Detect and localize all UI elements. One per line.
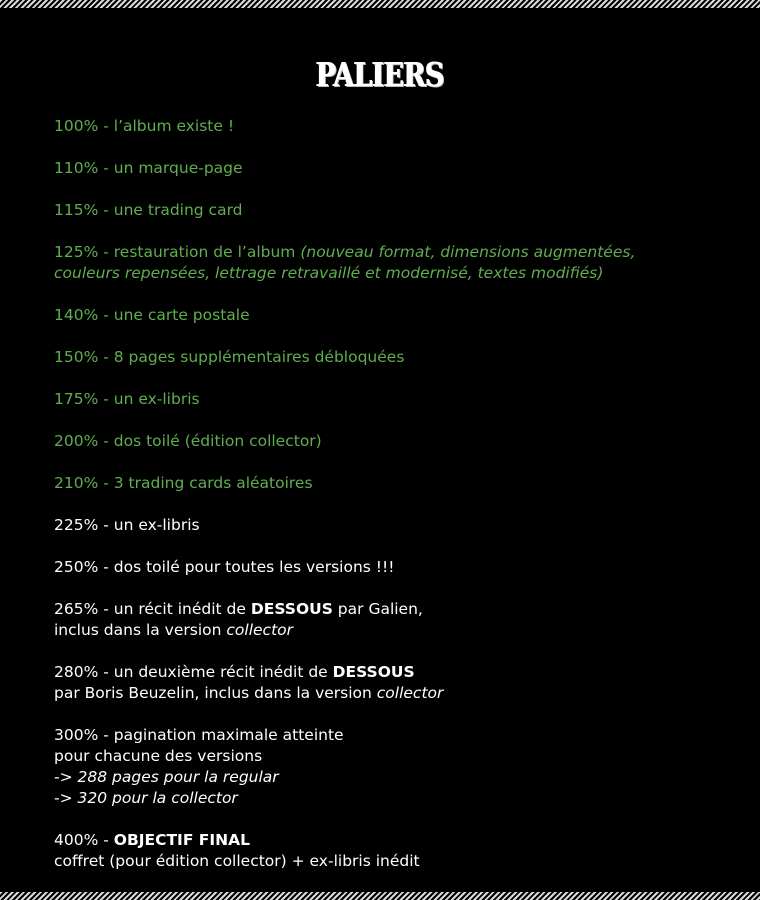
tier-text: 140% - une carte postale	[54, 306, 250, 324]
tier-text: 280% - un deuxième récit inédit de	[54, 663, 333, 681]
tier-line	[54, 851, 754, 872]
tier-item	[54, 158, 754, 179]
tier-text: collector	[226, 621, 293, 639]
tier-line	[54, 599, 754, 620]
tier-line	[54, 116, 754, 137]
tier-item	[54, 557, 754, 578]
tier-text: 200% - dos toilé (édition collector)	[54, 432, 322, 450]
tier-item	[54, 389, 754, 410]
tier-text: -> 320 pour la collector	[54, 789, 238, 807]
tier-text: 115% - une trading card	[54, 201, 243, 219]
tier-item	[54, 830, 754, 872]
tier-item	[54, 599, 754, 641]
tier-line	[54, 620, 754, 641]
tier-text: par Galien,	[332, 600, 423, 618]
tier-item	[54, 242, 754, 284]
tier-line	[54, 557, 754, 578]
tier-line	[54, 158, 754, 179]
tier-line	[54, 788, 754, 809]
tier-line	[54, 746, 754, 767]
page-title: PALIERS	[316, 55, 444, 94]
tier-line	[54, 683, 754, 704]
tier-item	[54, 725, 754, 809]
tier-item	[54, 473, 754, 494]
tier-line	[54, 473, 754, 494]
tier-text: 300% - pagination maximale atteinte	[54, 726, 344, 744]
tier-item	[54, 305, 754, 326]
tier-item	[54, 515, 754, 536]
tier-text: 175% - un ex-libris	[54, 390, 200, 408]
tier-item	[54, 200, 754, 221]
tier-line	[54, 662, 754, 683]
tier-text: DESSOUS	[332, 663, 415, 681]
tier-line	[54, 263, 754, 284]
tier-text: (nouveau format, dimensions augmentées,	[300, 243, 636, 261]
tier-text: 110% - un marque-page	[54, 159, 243, 177]
tier-text: pour chacune des versions	[54, 747, 263, 765]
top-border	[0, 0, 760, 8]
tier-text: inclus dans la version	[54, 621, 227, 639]
tier-text: -> 288 pages pour la regular	[54, 768, 279, 786]
tier-text: par Boris Beuzelin, inclus dans la version	[54, 684, 377, 702]
tier-text: collector	[376, 684, 444, 702]
tier-list	[54, 116, 754, 893]
tier-line	[54, 515, 754, 536]
tier-line	[54, 305, 754, 326]
tier-text: DESSOUS	[250, 600, 333, 618]
bottom-border	[0, 892, 760, 900]
tier-item	[54, 662, 754, 704]
tier-text: 265% - un récit inédit de	[54, 600, 251, 618]
tier-text: couleurs repensées, lettrage retravaillé et modernisé, textes modifiés)	[54, 264, 604, 282]
tier-line	[54, 242, 754, 263]
tier-line	[54, 830, 754, 851]
tier-text: 225% - un ex-libris	[54, 516, 200, 534]
tier-text: 150% - 8 pages supplémentaires débloquées	[54, 348, 405, 366]
tier-item	[54, 116, 754, 137]
tier-line	[54, 431, 754, 452]
tier-text: 100% - l’album existe !	[54, 117, 235, 135]
tier-text: coffret (pour édition collector) + ex-libris inédit	[54, 852, 420, 870]
tier-text: 210% - 3 trading cards aléatoires	[54, 474, 313, 492]
tier-item	[54, 347, 754, 368]
tier-line	[54, 347, 754, 368]
tier-line	[54, 767, 754, 788]
tier-line	[54, 200, 754, 221]
tier-item	[54, 431, 754, 452]
tier-text: 250% - dos toilé pour toutes les versions !!!	[54, 558, 395, 576]
tier-line	[54, 725, 754, 746]
tier-text: OBJECTIF FINAL	[113, 831, 251, 849]
tier-text: 400% -	[54, 831, 114, 849]
tier-line	[54, 389, 754, 410]
tier-text: 125% - restauration de l’album	[54, 243, 301, 261]
